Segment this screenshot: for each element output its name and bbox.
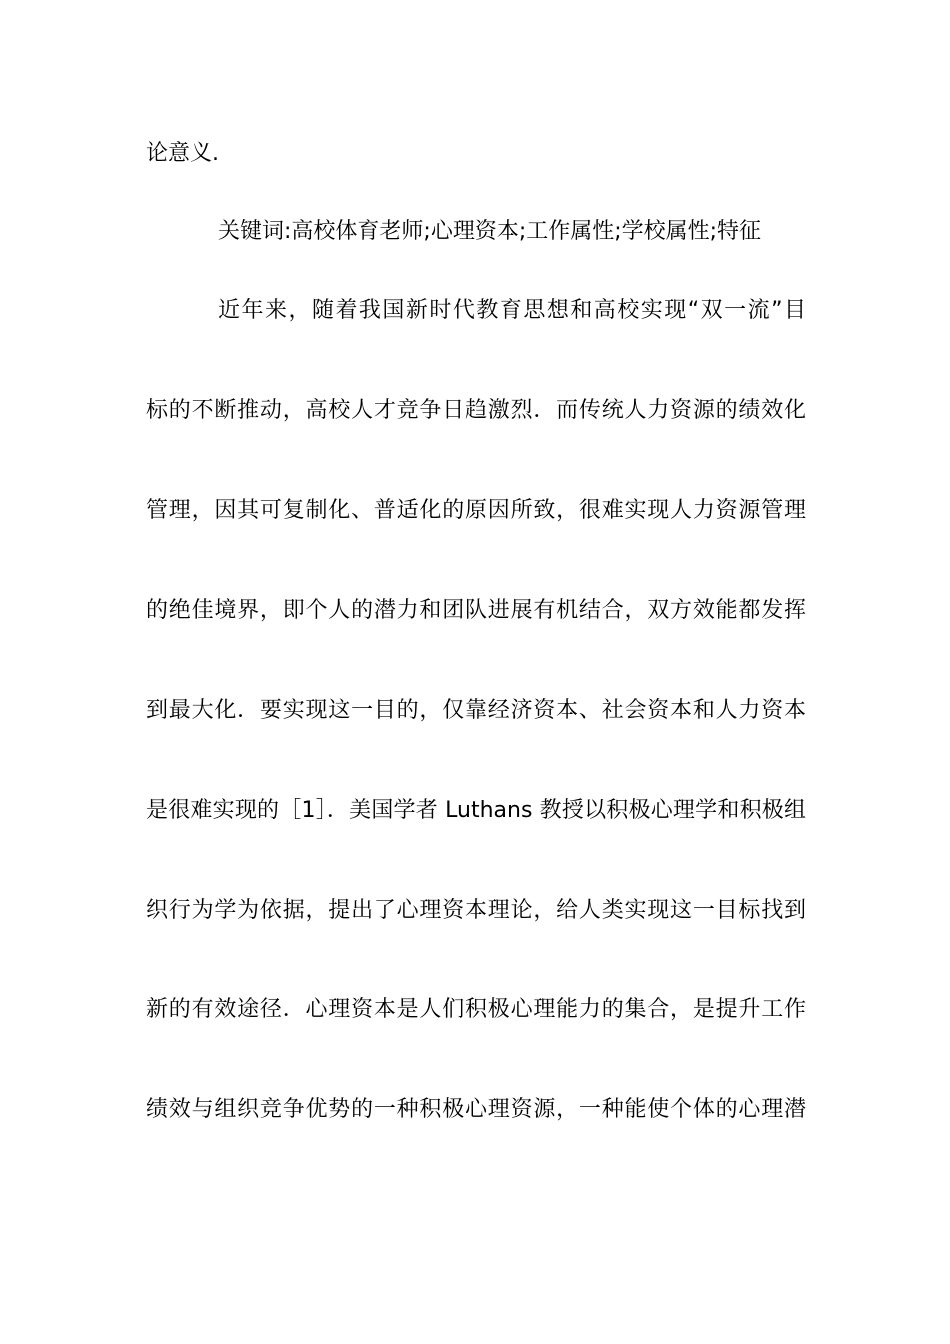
text-line-1: 论意义. [146,141,219,166]
text-line-11: 绩效与组织竞争优势的一种积极心理资源，一种能使个体的心理潜 [146,1097,806,1122]
text-line-5: 管理，因其可复制化、普适化的原因所致，很难实现人力资源管理 [146,498,806,523]
text-line-4: 标的不断推动，高校人才竞争日趋激烈．而传统人力资源的绩效化 [146,398,806,423]
text-line-6: 的绝佳境界，即个人的潜力和团队进展有机结合，双方效能都发挥 [146,598,806,623]
text-line-9: 织行为学为依据，提出了心理资本理论，给人类实现这一目标找到 [146,898,806,923]
text-line-7: 到最大化．要实现这一目的，仅靠经济资本、社会资本和人力资本 [146,698,806,723]
keywords-line: 关键词:高校体育老师;心理资本;工作属性;学校属性;特征 [218,219,762,244]
text-line-8: 是很难实现的［1］．美国学者 Luthans 教授以积极心理学和积极组 [146,798,806,823]
text-line-3: 近年来，随着我国新时代教育思想和高校实现“双一流”目 [218,298,806,323]
text-line-10: 新的有效途径．心理资本是人们积极心理能力的集合，是提升工作 [146,997,806,1022]
